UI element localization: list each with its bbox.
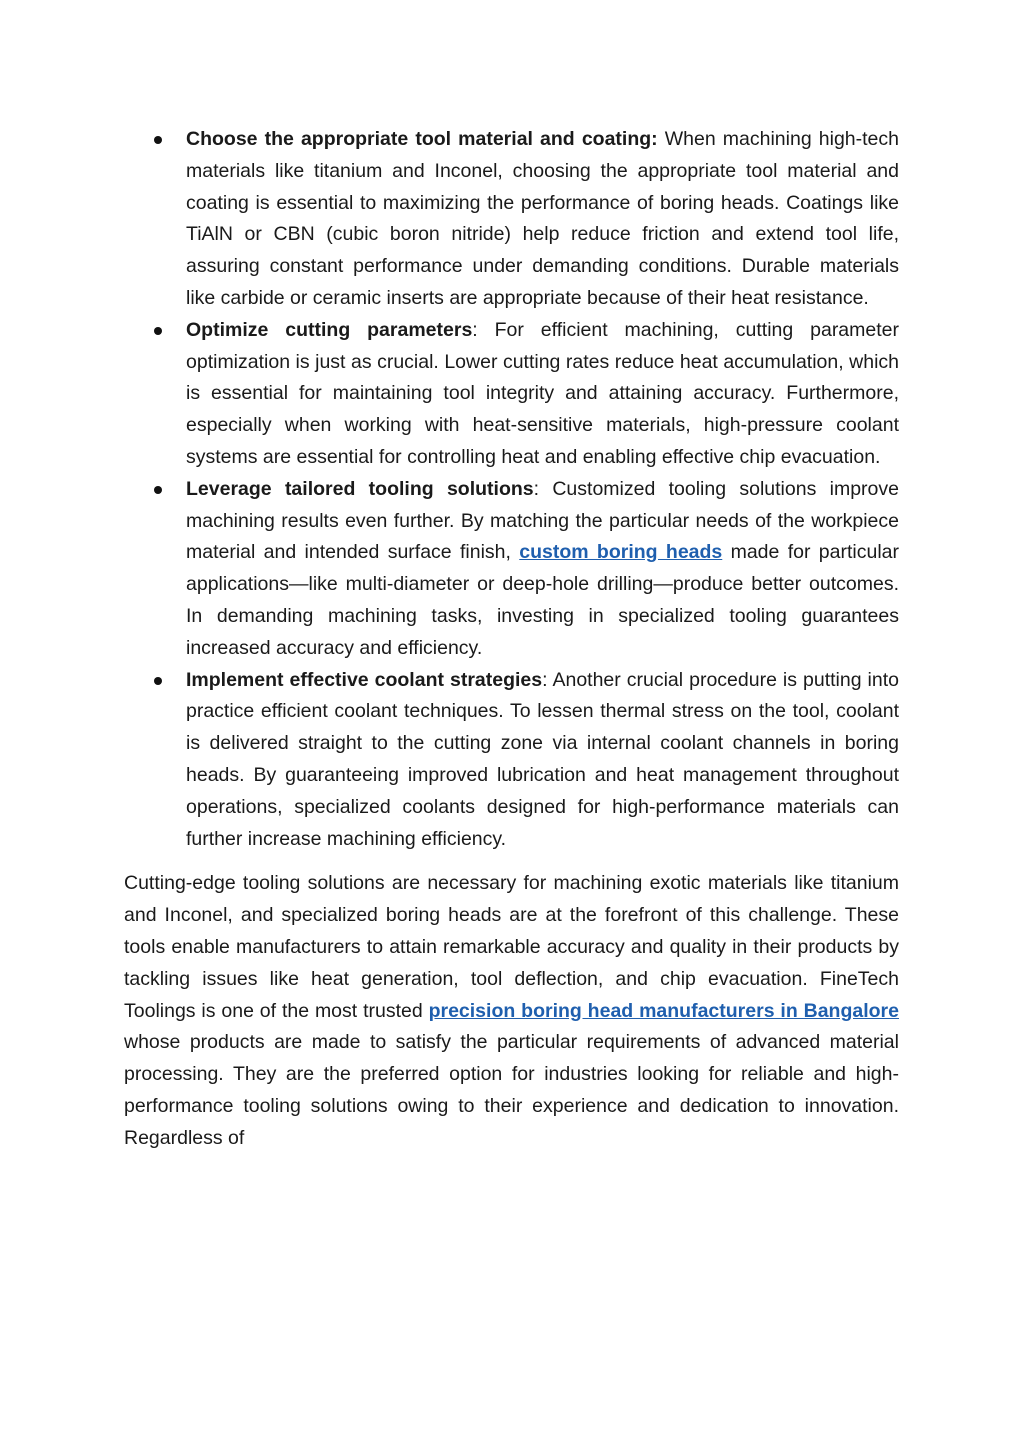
precision-boring-head-manufacturers-link[interactable]: precision boring head manufacturers in Bangalore — [428, 999, 899, 1022]
bullet-item-tailored-tooling — [124, 474, 899, 665]
document-page — [124, 124, 899, 1155]
bullet-text: When machining high-tech materials like titanium and Inconel, choosing the appropriate tool material and coating is essential to maximizing the performance of boring heads. Coatings like TiAlN or CBN (cubic boron nitride) help reduce friction and extend tool life, assuring constant performance under demanding conditions. Durable materials like carbide or ceramic inserts are appropriate because of their heat resistance. — [186, 128, 899, 309]
bullet-item-cutting-parameters — [124, 315, 899, 474]
bullet-list — [124, 124, 899, 855]
bullet-dot-icon — [154, 677, 162, 685]
bullet-title: Leverage tailored tooling solutions — [186, 477, 534, 500]
closing-paragraph — [124, 868, 899, 1154]
bullet-text: : Customized tooling solutions improve machining results even further. By matching the particular needs of the workpiece material and intended surface finish, — [186, 477, 899, 564]
custom-boring-heads-link[interactable]: custom boring heads — [519, 541, 723, 564]
paragraph-text: whose products are made to satisfy the particular requirements of advanced material processing. They are the preferred option for industries looking for reliable and high-performance tooling solutions owing to their experience and dedication to innovation. Regardless of — [124, 1031, 899, 1149]
bullet-title: Implement effective coolant strategies — [186, 668, 543, 691]
bullet-dot-icon — [154, 486, 162, 494]
bullet-item-tool-material — [124, 124, 899, 315]
bullet-dot-icon — [154, 327, 162, 335]
bullet-title: Optimize cutting parameters — [186, 318, 473, 341]
bullet-text: : For efficient machining, cutting parameter optimization is just as crucial. Lower cutting rates reduce heat accumulation, which is essential for maintaining tool integrity and attaining accuracy. Furthermore, especially when working with heat-sensitive materials, high-pressure coolant systems are essential for controlling heat and enabling effective chip evacuation. — [186, 318, 899, 468]
bullet-title: Choose the appropriate tool material and coating: — [186, 128, 658, 150]
bullet-dot-icon — [154, 136, 162, 144]
bullet-text: : Another crucial procedure is putting into practice efficient coolant techniques. To lessen thermal stress on the tool, coolant is delivered straight to the cutting zone via internal coolant channels in boring heads. By guaranteeing improved lubrication and heat management throughout operations, specialized coolants designed for high-performance materials can further increase machining efficiency. — [186, 668, 899, 850]
bullet-item-coolant-strategies — [124, 665, 899, 856]
paragraph-text: Cutting-edge tooling solutions are necessary for machining exotic materials like titanium and Inconel, and specialized boring heads are at the forefront of this challenge. These tools enable manufacturers to attain remarkable accuracy and quality in their products by tackling issues like heat generation, tool deflection, and chip evacuation. FineTech Toolings is one of the most trusted — [124, 872, 899, 1022]
bullet-text: made for particular applications—like multi-diameter or deep-hole drilling—produce better outcomes. In demanding machining tasks, investing in specialized tooling guarantees increased accuracy and efficiency. — [186, 541, 899, 659]
